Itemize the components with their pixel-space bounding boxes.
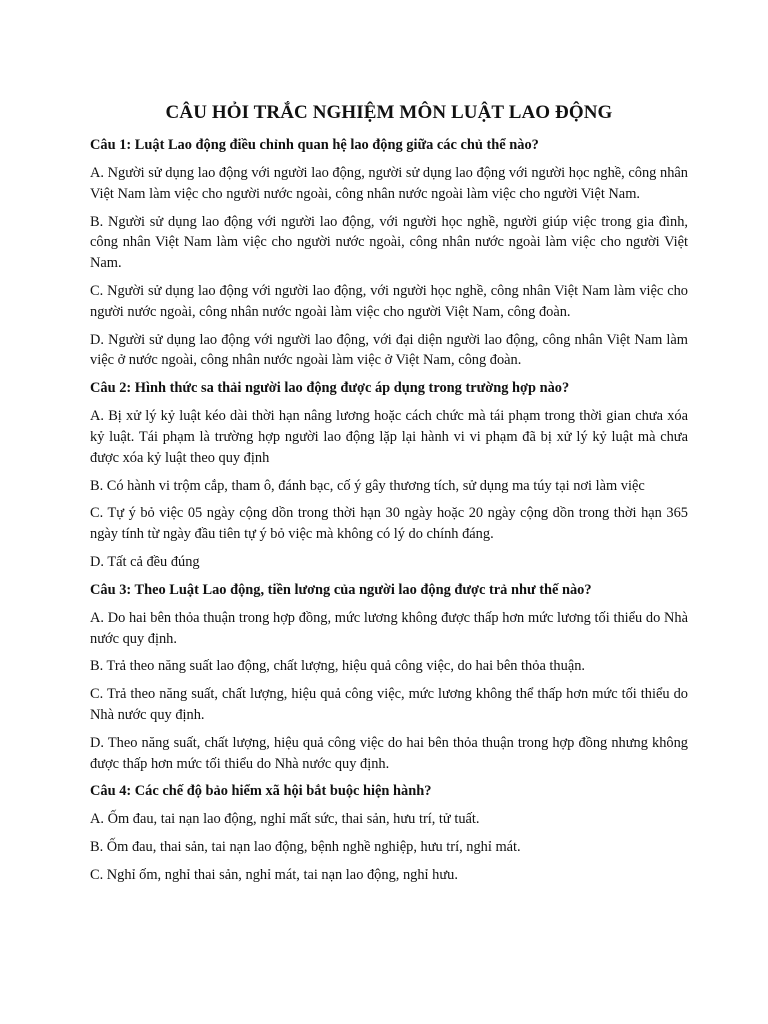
answer-option-a: A. Người sử dụng lao động với người lao động, người sử dụng lao động với người học nghề, công nhân Việt Nam làm việc cho người nước ngoài, công nhân nước ngoài làm việc cho người Việt Nam. xyxy=(90,165,688,202)
question-4 xyxy=(90,781,688,885)
question-text: Câu 3: Theo Luật Lao động, tiền lương của người lao động được trả như thế nào? xyxy=(90,581,592,598)
question-text: Câu 2: Hình thức sa thải người lao động được áp dụng trong trường hợp nào? xyxy=(90,380,570,397)
answer-option-d: D. Tất cả đều đúng xyxy=(90,553,200,570)
answer-option-c: C. Tự ý bỏ việc 05 ngày cộng dồn trong thời hạn 30 ngày hoặc 20 ngày cộng dồn trong thời hạn 365 ngày tính từ ngày đầu tiên tự ý bỏ việc mà không có lý do chính đáng. xyxy=(90,505,688,543)
answer-option-a: A. Ốm đau, tai nạn lao động, nghỉ mất sức, thai sản, hưu trí, tử tuất. xyxy=(90,811,480,828)
answer-option-d: D. Theo năng suất, chất lượng, hiệu quả công việc do hai bên thỏa thuận trong hợp đồng nhưng không được thấp hơn mức tối thiểu do Nhà nước quy định. xyxy=(90,734,688,772)
question-text: Câu 1: Luật Lao động điều chỉnh quan hệ lao động giữa các chủ thể nào? xyxy=(90,137,539,153)
answer-option-c: C. Nghỉ ốm, nghỉ thai sản, nghỉ mát, tai nạn lao động, nghỉ hưu. xyxy=(90,866,458,883)
question-text: Câu 4: Các chế độ bảo hiểm xã hội bắt buộc hiện hành? xyxy=(90,783,432,800)
question-2 xyxy=(90,378,688,573)
answer-option-b: B. Trả theo năng suất lao động, chất lượng, hiệu quả công việc, do hai bên thỏa thuận. xyxy=(90,658,586,675)
answer-option-d: D. Người sử dụng lao động với người lao động, với đại diện người lao động, công nhân Việt Nam làm việc ở nước ngoài, công nhân nước ngoài làm việc ở Việt Nam, công đoàn. xyxy=(90,331,688,369)
answer-option-a: A. Do hai bên thỏa thuận trong hợp đồng, mức lương không được thấp hơn mức lương tối thiểu do Nhà nước quy định. xyxy=(90,609,688,647)
answer-option-a: A. Bị xử lý kỷ luật kéo dài thời hạn nâng lương hoặc cách chức mà tái phạm trong thời gian chưa xóa kỷ luật. Tái phạm là trường hợp người lao động lặp lại hành vi vi phạm đã bị xử lý kỷ luật mà chưa được xóa kỷ luật theo quy định xyxy=(90,408,688,466)
answer-option-c: C. Trả theo năng suất, chất lượng, hiệu quả công việc, mức lương không thể thấp hơn mức tối thiểu do Nhà nước quy định. xyxy=(90,686,688,723)
answer-option-b: B. Người sử dụng lao động với người lao động, với người học nghề, người giúp việc trong gia đình, công nhân Việt Nam làm việc cho người nước ngoài, công nhân nước ngoài làm việc cho người Việt Nam. xyxy=(90,213,688,272)
answer-option-c: C. Người sử dụng lao động với người lao động, với người học nghề, công nhân Việt Nam làm việc cho người nước ngoài, công nhân nước ngoài làm việc cho người Việt Nam, công đoàn. xyxy=(90,282,688,320)
answer-option-b: B. Có hành vi trộm cắp, tham ô, đánh bạc, cố ý gây thương tích, sử dụng ma túy tại nơi làm việc xyxy=(90,477,645,494)
question-1 xyxy=(90,135,688,371)
answer-option-b: B. Ốm đau, thai sản, tai nạn lao động, bệnh nghề nghiệp, hưu trí, nghỉ mát. xyxy=(90,839,521,856)
question-3 xyxy=(90,580,688,775)
document-title: CÂU HỎI TRẮC NGHIỆM MÔN LUẬT LAO ĐỘNG xyxy=(165,102,613,123)
